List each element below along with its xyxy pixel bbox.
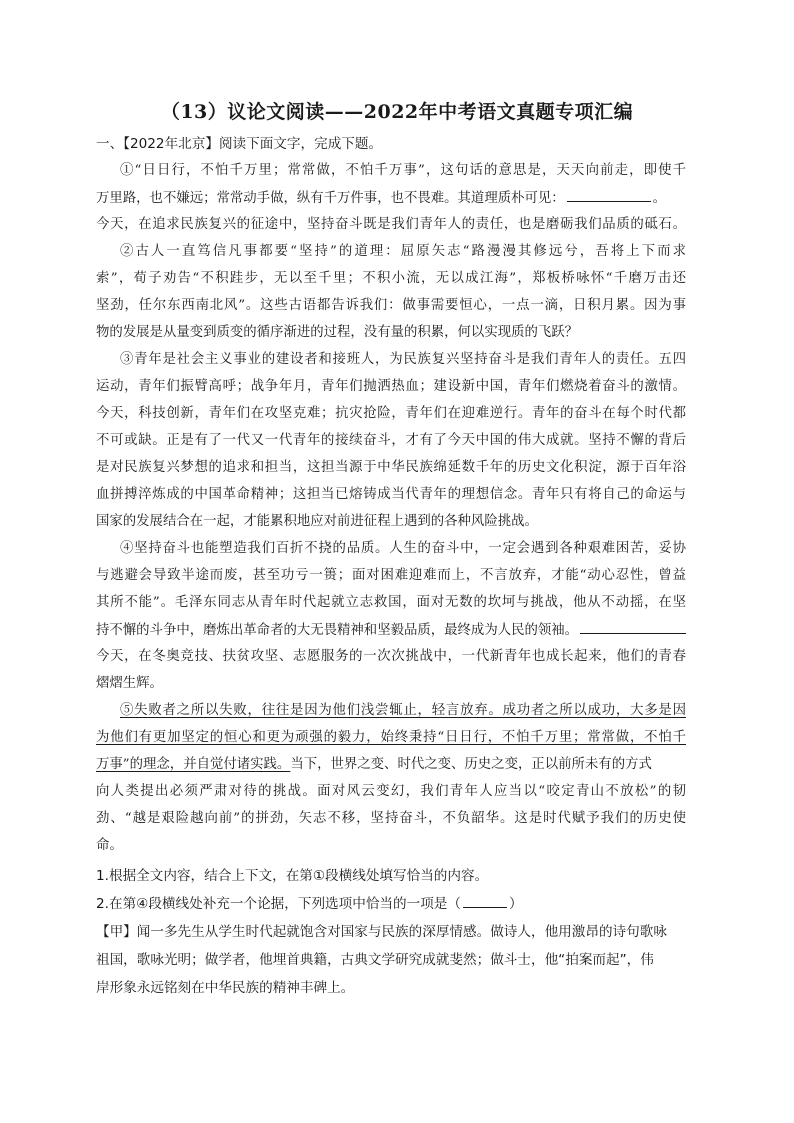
passage-p3-line: ③青年是社会主义事业的建设者和接班人，为民族复兴坚持奋斗是我们青年人的责任。五四 bbox=[120, 352, 686, 367]
question-2-text: 2.在第④段横线处补充一个论据，下列选项中恰当的一项是（ bbox=[96, 896, 461, 912]
passage-p1-line bbox=[96, 188, 686, 209]
answer-blank bbox=[580, 620, 686, 634]
section-heading: 一、【2022年北京】阅读下面文字，完成下题。 bbox=[96, 136, 383, 152]
passage-p1-line: 今天，在追求民族复兴的征途中，坚持奋斗既是我们青年人的责任，也是磨砺我们品质的砥石。 bbox=[96, 217, 686, 232]
question-1: 1.根据全文内容，结合上下文，在第①段横线处填写恰当的内容。 bbox=[96, 868, 489, 884]
passage-p2-line: 物的发展是从量变到质变的循序渐进的过程，没有量的积累，何以实现质的飞跃？ bbox=[96, 325, 579, 340]
passage-p5-line: 劲、“越是艰险越向前”的拼劲，矢志不移，坚持奋斗，不负韶华。这是时代赋予我们的历史使 bbox=[96, 811, 686, 826]
passage-p5-text: 当下，世界之变、时代之变、历史之变，正以前所未有的方式 bbox=[290, 757, 652, 772]
passage-p3-line: 运动，青年们振臂高呼；战争年月，青年们抛洒热血；建设新中国，青年们燃烧着奋斗的激情。 bbox=[96, 379, 686, 394]
option-jia-line: 【甲】闻一多先生从学生时代起就饱含对国家与民族的深厚情感。做诗人，他用激昂的诗句歌咏 bbox=[96, 924, 667, 940]
passage-p2-line: 索”，荀子劝告“不积跬步，无以至千里；不积小流，无以成江海”，郑板桥咏怀“千磨万击还 bbox=[96, 271, 686, 286]
passage-p2-line: ②古人一直笃信凡事都要“坚持”的道理：屈原矢志“路漫漫其修远兮，吾将上下而求 bbox=[120, 244, 686, 259]
passage-p5-text-underlined: 万事”的理念，并自觉付诸实践。 bbox=[96, 757, 291, 772]
passage-p5-line: 向人类提出必须严肃对待的挑战。面对风云变幻，我们青年人应当以“咬定青山不放松”的韧 bbox=[96, 784, 686, 799]
passage-p3-line: 不可或缺。正是有了一代又一代青年的接续奋斗，才有了今天中国的伟大成就。坚持不懈的背后 bbox=[96, 433, 686, 448]
passage-p5-line-underlined: ⑤失败者之所以失败，往往是因为他们浅尝辄止，轻言放弃。成功者之所以成功，大多是因 bbox=[120, 703, 686, 718]
passage-p4-line: ④坚持奋斗也能塑造我们百折不挠的品质。人生的奋斗中，一定会遇到各种艰难困苦，妥协 bbox=[120, 541, 686, 556]
option-jia-line: 岸形象永远铭刻在中华民族的精神丰碑上。 bbox=[96, 980, 355, 996]
page-title: （13）议论文阅读——2022年中考语文真题专项汇编 bbox=[160, 101, 634, 123]
passage-p4-line bbox=[96, 620, 686, 641]
passage-p3-line: 是对民族复兴梦想的追求和担当，这担当源于中华民族绵延数千年的历史文化积淀，源于百年浴 bbox=[96, 460, 686, 475]
passage-p3-line: 国家的发展结合在一起，才能累积地应对前进征程上遇到的各种风险挑战。 bbox=[96, 514, 538, 529]
option-jia-line: 祖国，歌咏光明；做学者，他埋首典籍，古典文学研究成就斐然；做斗士，他“拍案而起”，伟 bbox=[96, 952, 654, 968]
passage-p2-line: 坚劲，任尔东西南北风”。这些古语都告诉我们：做事需要恒心，一点一滴，日积月累。因为事 bbox=[96, 298, 686, 313]
passage-p5-line: 命。 bbox=[96, 838, 123, 853]
passage-p1-text: 万里路，也不嫌远；常常动手做，纵有千万件事，也不畏难。其道理质朴可见： bbox=[96, 191, 565, 206]
question-2 bbox=[96, 894, 686, 914]
passage-p3-line: 血拼搏淬炼成的中国革命精神；这担当已熔铸成当代青年的理想信念。青年只有将自己的命运与 bbox=[96, 487, 686, 502]
passage-p4-line: 今天，在冬奥竞技、扶贫攻坚、志愿服务的一次次挑战中，一代新青年也成长起来，他们的青春 bbox=[96, 649, 686, 664]
answer-blank bbox=[463, 894, 507, 908]
question-2-close: ） bbox=[509, 896, 523, 912]
passage-p4-line: 熠熠生辉。 bbox=[96, 676, 163, 691]
passage-p4-line: 其所不能”。毛泽东同志从青年时代起就立志救国，面对无数的坎坷与挑战，他从不动摇，在坚 bbox=[96, 595, 686, 610]
answer-blank bbox=[567, 188, 651, 202]
passage-p4-line: 与逃避会导致半途而废，甚至功亏一篑；面对困难迎难而上，不言放弃，才能“动心忍性，曾益 bbox=[96, 568, 686, 583]
passage-p4-text: 持不懈的斗争中，磨炼出革命者的大无畏精神和坚毅品质，最终成为人民的领袖。 bbox=[96, 623, 579, 638]
passage-p3-line: 今天，科技创新，青年们在攻坚克难；抗灾抢险，青年们在迎难逆行。青年的奋斗在每个时代都 bbox=[96, 406, 686, 421]
passage-p5-line bbox=[96, 755, 686, 775]
passage-p5-line-underlined: 为他们有更加坚定的恒心和更为顽强的毅力，始终秉持“日日行，不怕千万里；常常做，不怕千 bbox=[96, 730, 686, 745]
passage-p1-line: ①“日日行，不怕千万里；常常做，不怕千万事”，这句话的意思是，天天向前走，即使千 bbox=[120, 163, 686, 178]
passage-p1-text: 。 bbox=[652, 191, 667, 206]
